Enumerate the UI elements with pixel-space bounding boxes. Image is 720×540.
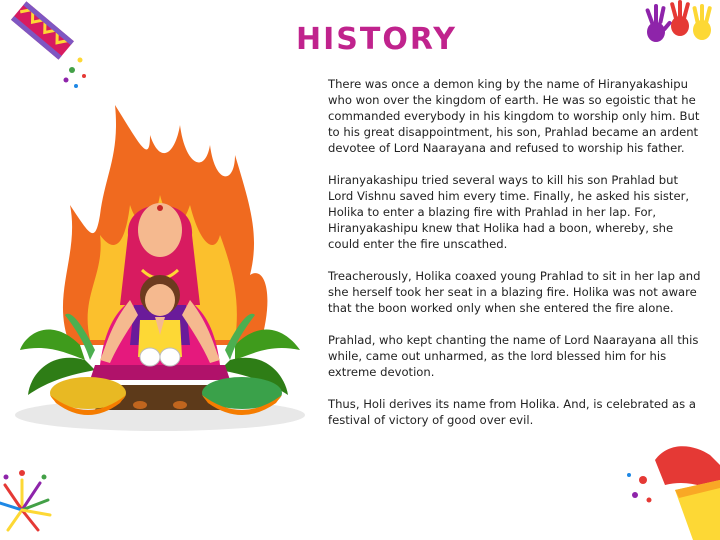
paragraph: Treacherously, Holika coaxed young Prahlad to sit in her lap and she herself took her seat in a blazing fire. Holika was not aware that the boon worked only when she entered the fire alone. [328, 269, 701, 315]
paragraph: Prahlad, who kept chanting the name of Lord Naarayana all this while, came out unharmed, as the lord blessed him for his extreme devotion. [328, 333, 699, 379]
history-text [328, 76, 702, 444]
paragraph: Hiranyakashipu tried several ways to kill his son Prahlad but Lord Vishnu saved him every time. Finally, he asked his sister, Holika to enter a blazing fire with Prahlad in her lap. For, Hiranyakashipu knew that Holika had a boon, whereby, she could enter the fire unscathed. [328, 173, 690, 251]
handprints-icon [640, 0, 720, 50]
paragraph: There was once a demon king by the name of Hiranyakashipu who won over the kingdom of earth. He was so egoistic that he commanded everybody in his kingdom to worship only him. But to his great disappointment, his son, Prahlad became an ardent devotee of Lord Naarayana and refused to worship his father. [328, 77, 700, 155]
paint-bucket-icon [615, 440, 720, 540]
holika-illustration [10, 95, 310, 440]
page-title: HISTORY [296, 22, 458, 57]
fireworks-icon [0, 455, 60, 540]
firecracker-icon [0, 0, 100, 95]
paragraph: Thus, Holi derives its name from Holika. And, is celebrated as a festival of victory of good over evil. [328, 397, 696, 427]
